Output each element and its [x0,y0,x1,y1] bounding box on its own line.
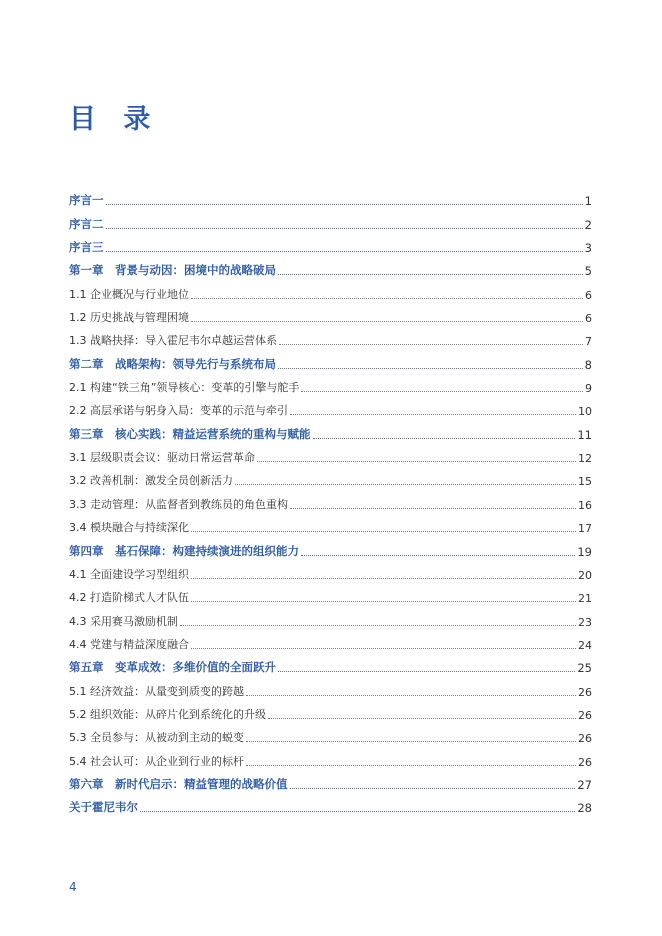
toc-entry-page: 6 [585,312,592,326]
toc-entry-label: 2.2 高层承诺与躬身入局：变革的示范与牵引 [69,404,288,418]
toc-entry-page: 11 [577,427,592,442]
dot-leader [279,344,583,345]
dot-leader [290,508,576,509]
dot-leader [191,298,583,299]
dot-leader [191,648,576,649]
toc-entry-page: 26 [578,732,592,746]
toc-chapter-entry[interactable] [69,348,592,371]
dot-leader [246,741,576,742]
toc-entry-page: 5 [584,264,592,279]
toc-entry-page: 17 [578,522,592,536]
toc-entry-page: 26 [578,685,592,699]
toc-chapter-entry[interactable] [69,208,592,231]
toc-entry-page: 9 [585,382,592,396]
toc-section-entry[interactable] [69,559,592,582]
toc-section-entry[interactable] [69,465,592,488]
toc-entry-label: 5.4 社会认可：从企业到行业的标杆 [69,754,244,768]
toc-entry-label: 3.3 走动管理：从监督者到教练员的角色重构 [69,497,288,511]
dot-leader [268,718,576,719]
dot-leader [301,391,583,392]
toc-entry-page: 8 [584,357,592,372]
toc-entry-label: 序言一 [69,193,104,208]
toc-section-entry[interactable] [69,745,592,768]
toc-chapter-entry[interactable] [69,255,592,278]
toc-entry-label: 序言三 [69,240,104,255]
toc-entry-label: 5.2 组织效能：从碎片化到系统化的升级 [69,707,266,721]
toc-entry-page: 15 [578,475,592,489]
toc-entry-page: 20 [578,568,592,582]
toc-chapter-entry[interactable] [69,185,592,208]
dot-leader [290,788,576,789]
toc-chapter-entry[interactable] [69,652,592,675]
toc-entry-label: 1.2 历史挑战与管理困境 [69,311,189,325]
toc-entry-label: 第六章 新时代启示：精益管理的战略价值 [69,776,288,791]
toc-entry-page: 25 [577,661,592,676]
toc-entry-label: 3.4 模块融合与持续深化 [69,521,189,535]
dot-leader [140,811,575,812]
toc-entry-label: 序言二 [69,216,104,231]
toc-section-entry[interactable] [69,582,592,605]
toc-entry-label: 4.1 全面建设学习型组织 [69,567,189,581]
toc-entry-label: 第三章 核心实践：精益运营系统的重构与赋能 [69,426,311,441]
toc-entry-label: 关于霍尼韦尔 [69,800,138,815]
toc-entry-label: 第五章 变革成效：多维价值的全面跃升 [69,660,276,675]
dot-leader [313,438,576,439]
dot-leader [278,368,583,369]
toc-section-entry[interactable] [69,302,592,325]
toc-entry-label: 3.2 改善机制：激发全员创新活力 [69,474,233,488]
dot-leader [191,601,576,602]
toc-entry-label: 第一章 背景与动因：困境中的战略破局 [69,263,276,278]
toc-section-entry[interactable] [69,325,592,348]
toc-entry-label: 1.3 战略抉择：导入霍尼韦尔卓越运营体系 [69,334,277,348]
page-number: 4 [69,880,77,894]
toc-section-entry[interactable] [69,605,592,628]
dot-leader [235,484,576,485]
toc-entry-page: 26 [578,708,592,722]
toc-chapter-entry[interactable] [69,418,592,441]
toc-entry-page: 26 [578,755,592,769]
toc-entry-page: 3 [584,241,592,256]
dot-leader [246,695,576,696]
toc-entry-page: 1 [584,194,592,209]
toc-entry-label: 第二章 战略架构：领导先行与系统布局 [69,356,276,371]
toc-section-entry[interactable] [69,512,592,535]
toc-section-entry[interactable] [69,675,592,698]
dot-leader [246,765,576,766]
toc-entry-label: 4.4 党建与精益深度融合 [69,637,189,651]
page-title: 目 录 [69,104,160,135]
toc-chapter-entry[interactable] [69,792,592,815]
toc-entry-page: 6 [585,288,592,302]
toc-entry-label: 1.1 企业概况与行业地位 [69,287,189,301]
toc-section-entry[interactable] [69,372,592,395]
toc-entry-label: 5.3 全员参与：从被动到主动的蜕变 [69,731,244,745]
dot-leader [191,531,576,532]
toc-entry-page: 10 [578,405,592,419]
toc-entry-page: 7 [585,335,592,349]
dot-leader [290,414,576,415]
toc-chapter-entry[interactable] [69,535,592,558]
toc-entry-label: 3.1 层级职责会议：驱动日常运营革命 [69,451,255,465]
toc-entry-page: 28 [577,801,592,816]
dot-leader [257,461,576,462]
toc-section-entry[interactable] [69,488,592,511]
toc-entry-page: 27 [577,777,592,792]
toc-entry-page: 21 [578,592,592,606]
toc-section-entry[interactable] [69,278,592,301]
toc-section-entry[interactable] [69,699,592,722]
toc-entry-page: 19 [577,544,592,559]
toc-chapter-entry[interactable] [69,769,592,792]
toc-entry-label: 5.1 经济效益：从量变到质变的跨越 [69,684,244,698]
dot-leader [278,671,575,672]
toc-entry-page: 12 [578,452,592,466]
toc-entry-label: 4.3 采用赛马激励机制 [69,614,178,628]
dot-leader [191,321,583,322]
toc-entry-label: 2.1 构建“铁三角”领导核心：变革的引擎与舵手 [69,381,300,395]
table-of-contents [69,185,592,815]
toc-entry-page: 23 [578,615,592,629]
toc-chapter-entry[interactable] [69,232,592,255]
toc-section-entry[interactable] [69,629,592,652]
toc-entry-page: 2 [584,217,592,232]
dot-leader [106,251,583,252]
dot-leader [301,555,575,556]
dot-leader [106,204,583,205]
toc-entry-page: 24 [578,638,592,652]
dot-leader [278,274,583,275]
toc-section-entry[interactable] [69,442,592,465]
toc-section-entry[interactable] [69,395,592,418]
toc-entry-label: 第四章 基石保障：构建持续演进的组织能力 [69,543,299,558]
dot-leader [106,228,583,229]
toc-entry-page: 16 [578,498,592,512]
toc-section-entry[interactable] [69,722,592,745]
dot-leader [191,578,576,579]
dot-leader [180,625,576,626]
toc-entry-label: 4.2 打造阶梯式人才队伍 [69,591,189,605]
